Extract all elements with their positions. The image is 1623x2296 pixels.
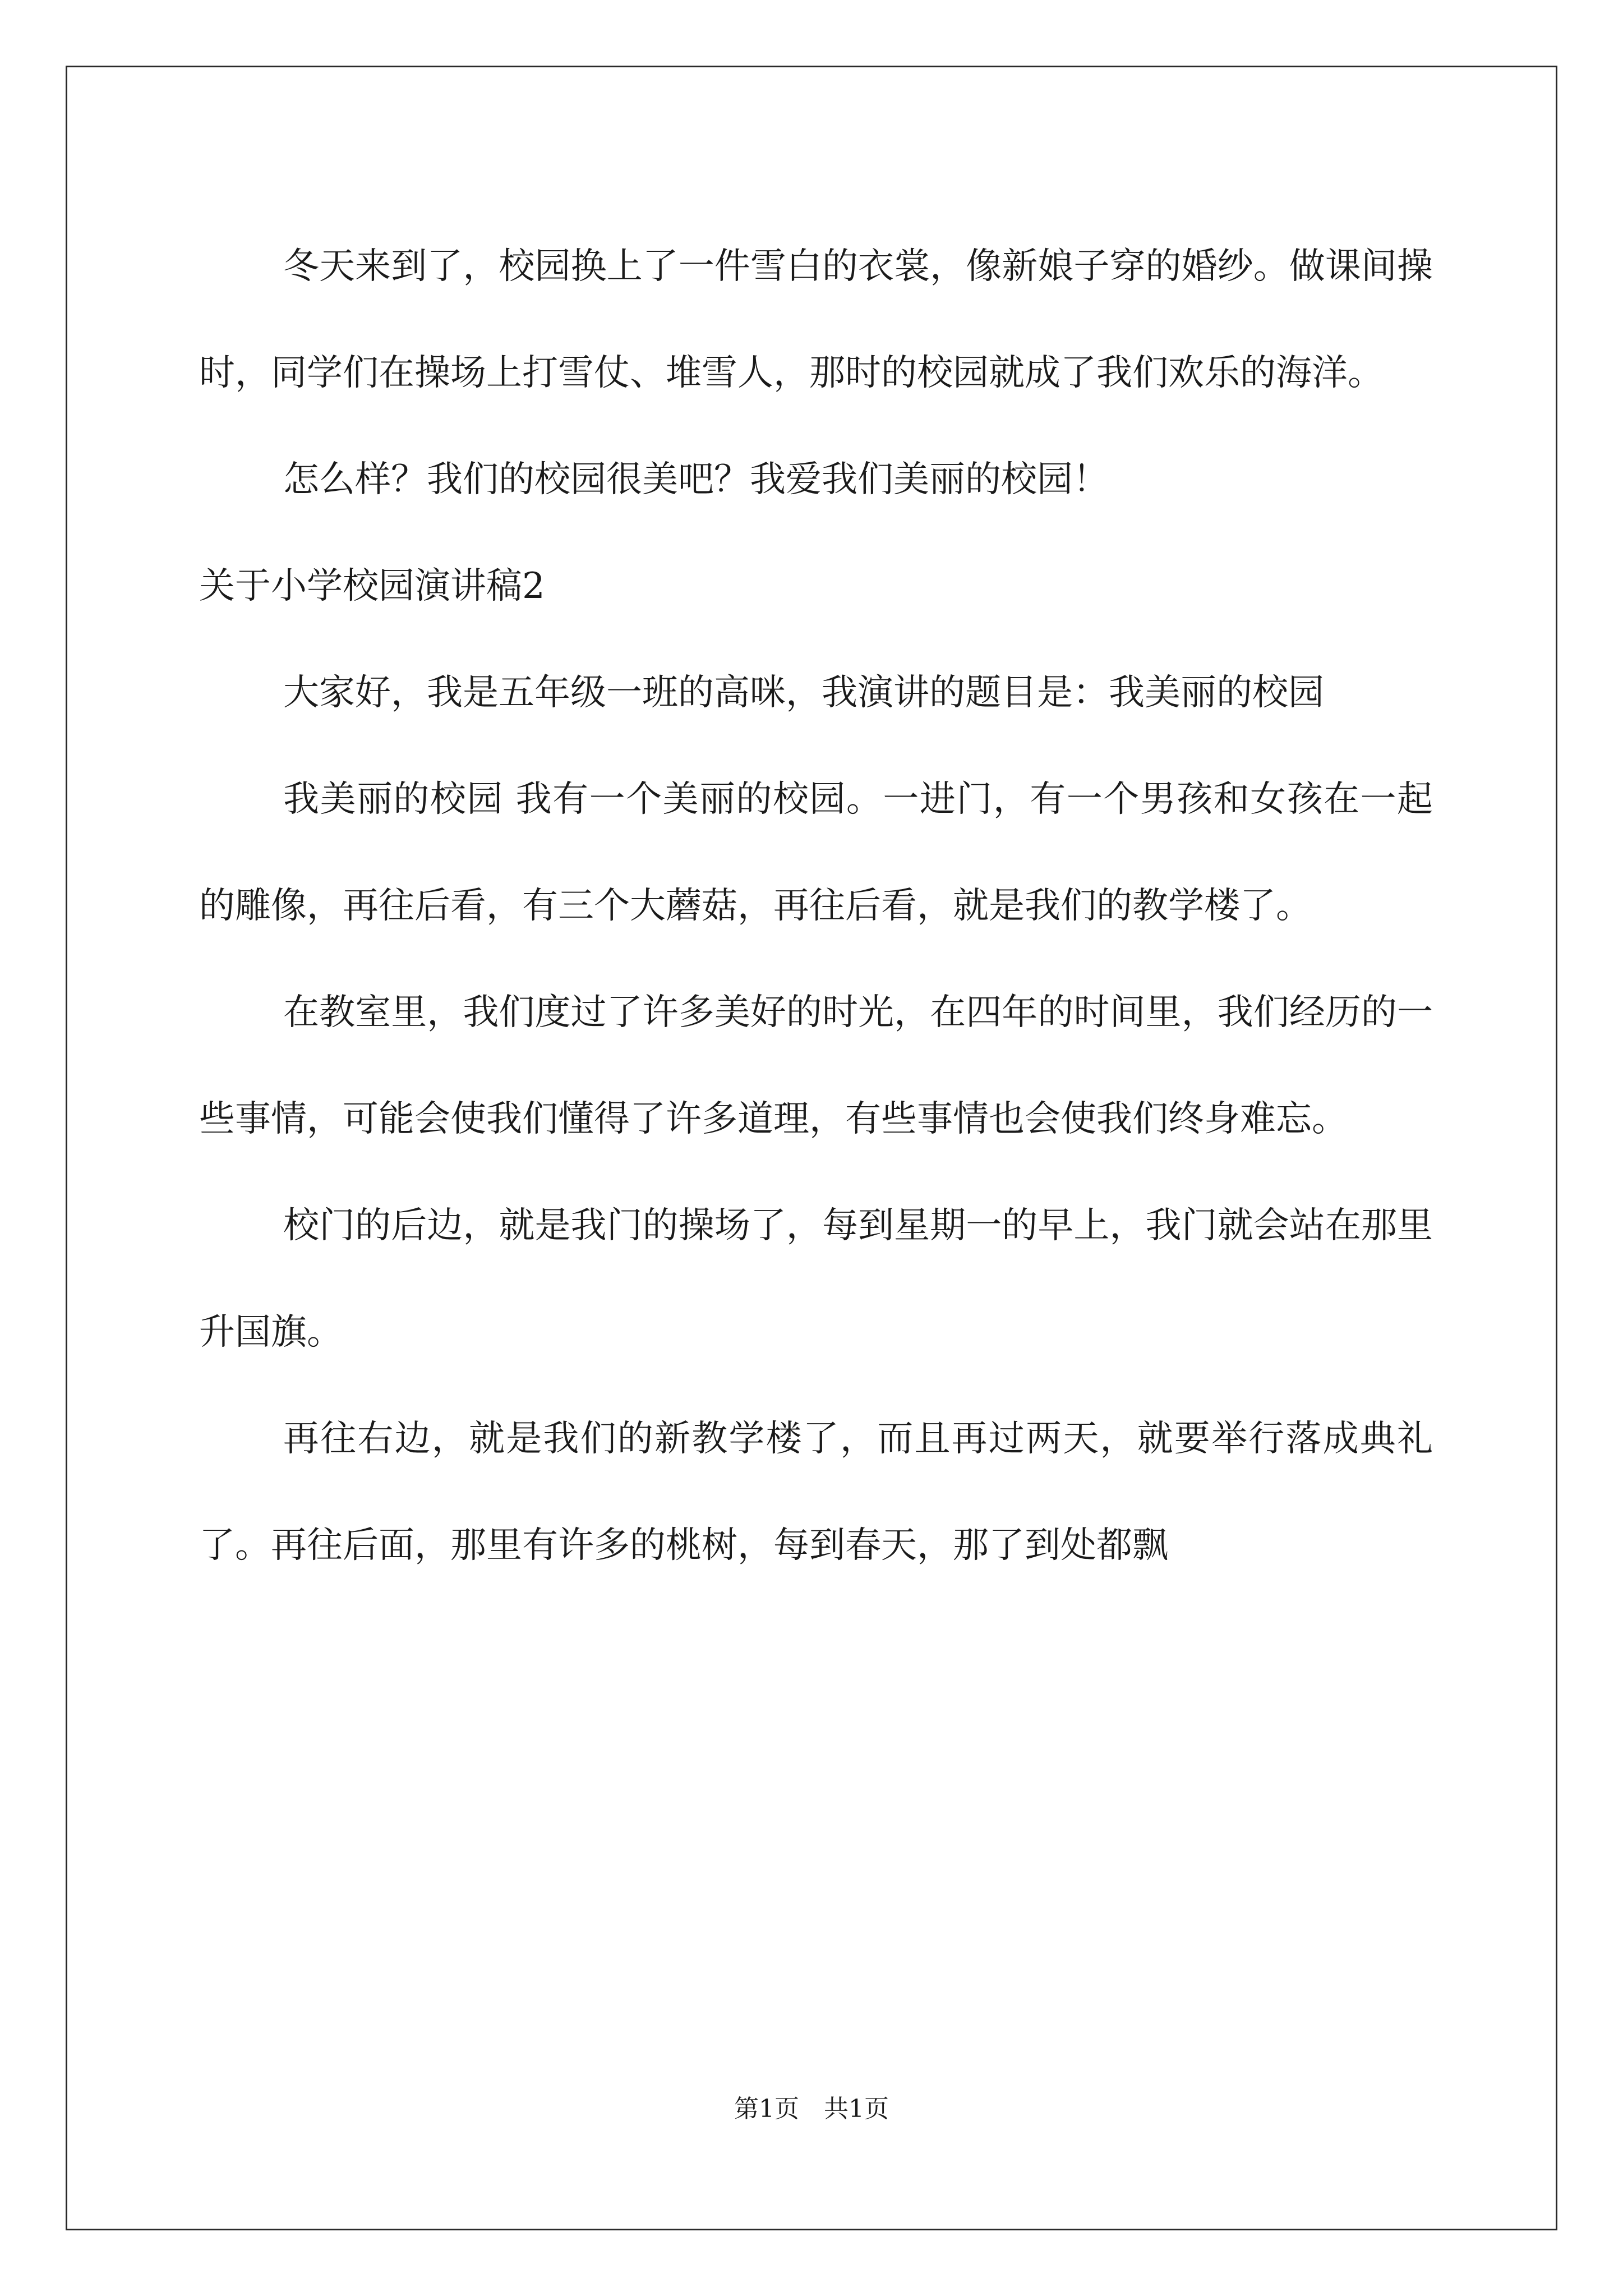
paragraph: 我美丽的校园 我有一个美丽的校园。一进门，有一个男孩和女孩在一起的雕像，再往后看，有三个大蘑菇，再往后看，就是我们的教学楼了。 [199,779,1433,927]
paragraph: 怎么样？我们的校园很美吧？我爱我们美丽的校园！ [283,459,1109,500]
document-body [199,213,1433,1599]
paragraph: 大家好，我是五年级一班的高咪，我演讲的题目是：我美丽的校园 [283,672,1324,714]
paragraph: 在教室里，我们度过了许多美好的时光，在四年的时间里，我们经历的一些事情，可能会使我们懂得了许多道理，有些事情也会使我们终身难忘。 [199,992,1433,1140]
section-heading: 关于小学校园演讲稿2 [199,565,545,607]
paragraph: 冬天来到了，校园换上了一件雪白的衣裳，像新娘子穿的婚纱。做课间操时，同学们在操场上打雪仗、堆雪人，那时的校园就成了我们欢乐的海洋。 [199,246,1433,394]
paragraph: 校门的后边，就是我门的操场了，每到星期一的早上，我门就会站在那里升国旗。 [199,1205,1433,1353]
page-number-footer: 第1页 共1页 [734,2095,889,2123]
paragraph: 再往右边，就是我们的新教学楼了，而且再过两天，就要举行落成典礼了。再往后面，那里有许多的桃树，每到春天，那了到处都飘 [199,1418,1433,1566]
